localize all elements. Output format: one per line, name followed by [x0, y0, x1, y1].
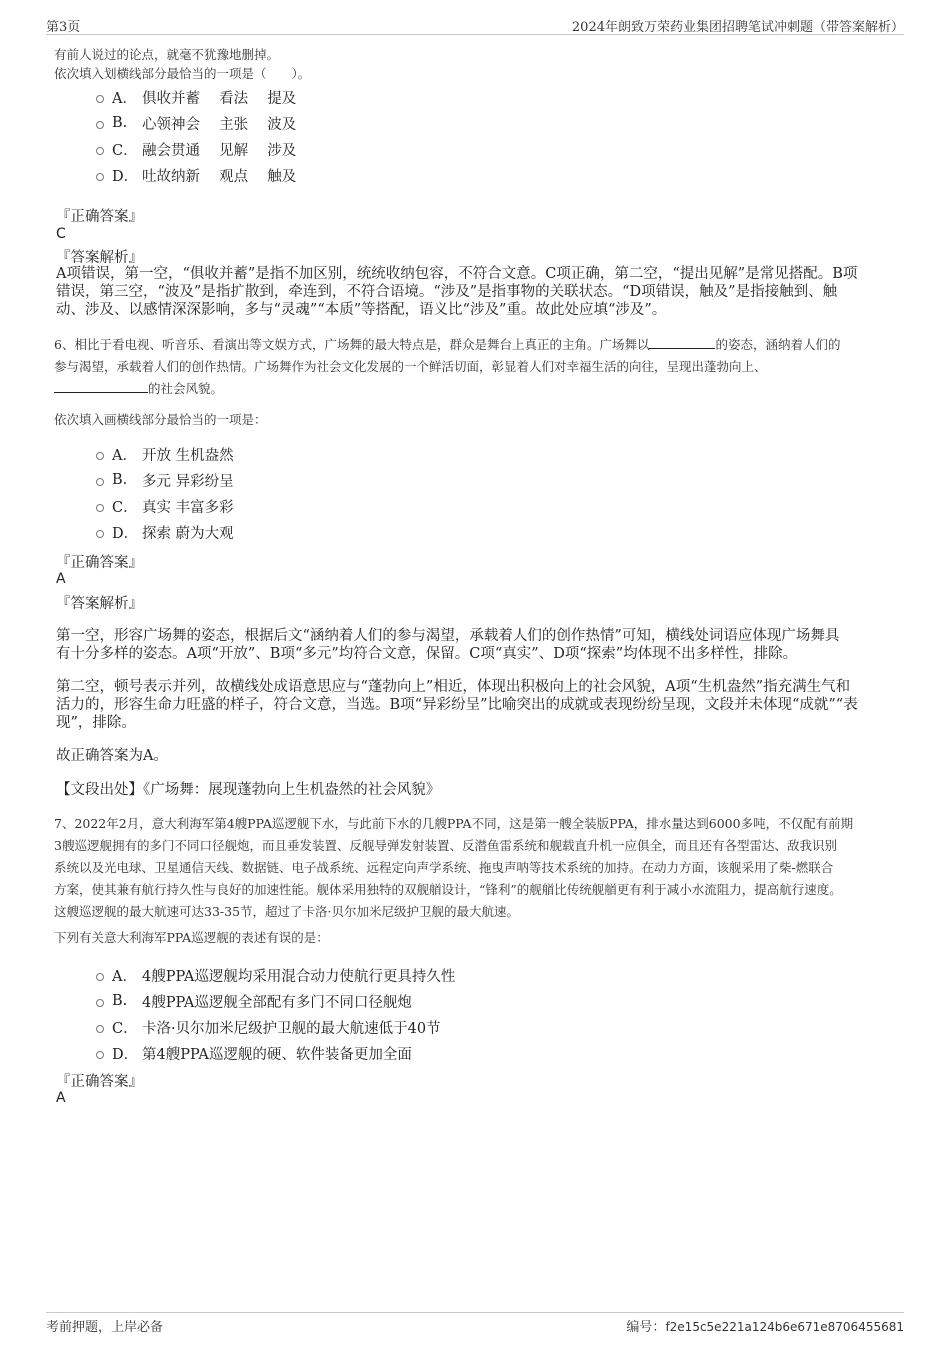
q7-option-d[interactable]: D． 第4艘PPA巡逻舰的硬、软件装备更加全面	[96, 1042, 412, 1064]
q5-option-c[interactable]: C． 融会贯通 见解 涉及	[96, 138, 296, 160]
q6-source: 【文段出处】《广场舞：展现蓬勃向上生机盎然的社会风貌》	[56, 782, 441, 798]
page-number: 第3页	[46, 20, 81, 35]
q5-analysis-label: 『答案解析』	[56, 250, 143, 266]
q6-option-a[interactable]: A． 开放 生机盎然	[96, 443, 234, 465]
radio-button[interactable]	[96, 1051, 104, 1059]
q6-option-d[interactable]: D． 探索 蔚为大观	[96, 521, 234, 543]
q7-option-c[interactable]: C． 卡洛·贝尔加米尼级护卫舰的最大航速低于40节	[96, 1016, 441, 1038]
radio-button[interactable]	[96, 973, 104, 981]
q7-option-a[interactable]: A． 4艘PPA巡逻舰均采用混合动力使航行更具持久性	[96, 964, 455, 986]
page-footer	[46, 1312, 904, 1337]
radio-button[interactable]	[96, 504, 104, 512]
q5-analysis: A项错误，第一空，“俱收并蓄”是指不加区别，统统收纳包容，不符合文意。C项正确，第二空，“提出见解”是常见搭配。B项 错误，第三空，“波及”是指扩散到，牵连到，不符合语境。“涉及”是指事物的关联状态。“D项错误，触及”是指接触到、触 动、涉及、以感情深深影响，多与“灵魂”“本质”等搭配，语义比“涉及”重。故此处应填“涉及”。	[56, 266, 858, 318]
radio-button[interactable]	[96, 1025, 104, 1033]
footer-slogan: 考前押题，上岸必备	[46, 1320, 164, 1335]
q7-option-b[interactable]: B. 4艘PPA巡逻舰全部配有多门不同口径舰炮	[96, 990, 412, 1012]
q7-prompt: 下列有关意大利海军PPA巡逻舰的表述有误的是：	[54, 930, 329, 945]
radio-button[interactable]	[96, 95, 104, 103]
q5-prompt: 依次填入划横线部分最恰当的一项是（ ）。	[54, 66, 311, 81]
page-header	[46, 14, 904, 35]
q6-analysis-paragraph-1: 第一空，形容广场舞的姿态，根据后文“涵纳着人们的参与渴望，承载着人们的创作热情”可知，横线处词语应体现广场舞具 有十分多样的姿态。A项“开放”、B项“多元”均符合文意，保留。C项“真实”、D项“探索”均体现不出多样性，排除。	[56, 628, 840, 662]
radio-button[interactable]	[96, 173, 104, 181]
document-title: 2024年朗致万荣药业集团招聘笔试冲刺题（带答案解析）	[571, 20, 904, 35]
q7-stem: 7、2022年2月，意大利海军第4艘PPA巡逻舰下水，与此前下水的几艘PPA不同，这是第一艘全装版PPA，排水量达到6000多吨，不仅配有前期 3艘巡逻舰拥有的多门不同口径舰炮，而且垂发装置、反舰导弹发射装置、反潜鱼雷系统和舰载直升机一应俱全，而且还有各型雷达、敌我识别 系统以及光电球、卫星通信天线、数据链、电子战系统、远程定向声学系统、拖曳声呐等技术系统的加持。在动力方面，该舰采用了柴-燃联合 方案，使其兼有航行持久性与良好的加速性能。舰体采用独特的双舰艏设计，“锋利”的舰艏比传统舰艏更有利于减小水流阻力，提高航行速度。 这艘巡逻舰的最大航速可达33-35节，超过了卡洛·贝尔加米尼级护卫舰的最大航速。	[54, 816, 854, 919]
q5-option-a[interactable]: A． 俱收并蓄 看法 提及	[96, 86, 296, 108]
q5-option-d[interactable]: D． 吐故纳新 观点 触及	[96, 164, 296, 186]
q6-option-c[interactable]: C． 真实 丰富多彩	[96, 495, 234, 517]
q6-answer-label: 『正确答案』	[56, 555, 143, 571]
q5-intro-line-1: 有前人说过的论点，就毫不犹豫地删掉。	[54, 47, 280, 62]
q6-answer: A	[56, 571, 66, 587]
q6-analysis-label: 『答案解析』	[56, 596, 143, 612]
q6-prompt: 依次填入画横线部分最恰当的一项是：	[54, 412, 267, 427]
q5-option-b[interactable]: B. 心领神会 主张 波及	[96, 112, 296, 134]
document-id: 编号：f2e15c5e221a124b6e671e8706455681	[626, 1320, 904, 1335]
q6-stem: 6、相比于看电视、听音乐、看演出等文娱方式，广场舞的最大特点是，群众是舞台上真正的主角。广场舞以 的姿态，涵纳着人们的 参与渴望，承载着人们的创作热情。广场舞作为社会文化发展的一个鲜活切面，彰显着人们对幸福生活的向往，呈现出蓬勃向上、 的社会风貌。	[54, 337, 841, 396]
radio-button[interactable]	[96, 999, 104, 1007]
q6-analysis-paragraph-2: 第二空，顿号表示并列，故横线处成语意思应与“蓬勃向上”相近，体现出积极向上的社会风貌，A项“生机盎然”指充满生气和 活力的，形容生命力旺盛的样子，符合文意，当选。B项“异彩纷呈”比喻突出的成就或表现纷纷呈现，文段并未体现“成就”“表 现”，排除。	[56, 679, 858, 731]
blank-1	[649, 336, 715, 349]
q5-answer: C	[56, 226, 66, 242]
radio-button[interactable]	[96, 147, 104, 155]
radio-button[interactable]	[96, 478, 104, 486]
radio-button[interactable]	[96, 121, 104, 129]
radio-button[interactable]	[96, 452, 104, 460]
q7-answer: A	[56, 1090, 66, 1106]
q6-option-b[interactable]: B. 多元 异彩纷呈	[96, 469, 234, 491]
q7-answer-label: 『正确答案』	[56, 1074, 143, 1090]
radio-button[interactable]	[96, 530, 104, 538]
blank-2	[54, 380, 148, 393]
q6-conclusion: 故正确答案为A。	[56, 748, 168, 764]
q5-answer-label: 『正确答案』	[56, 209, 143, 225]
